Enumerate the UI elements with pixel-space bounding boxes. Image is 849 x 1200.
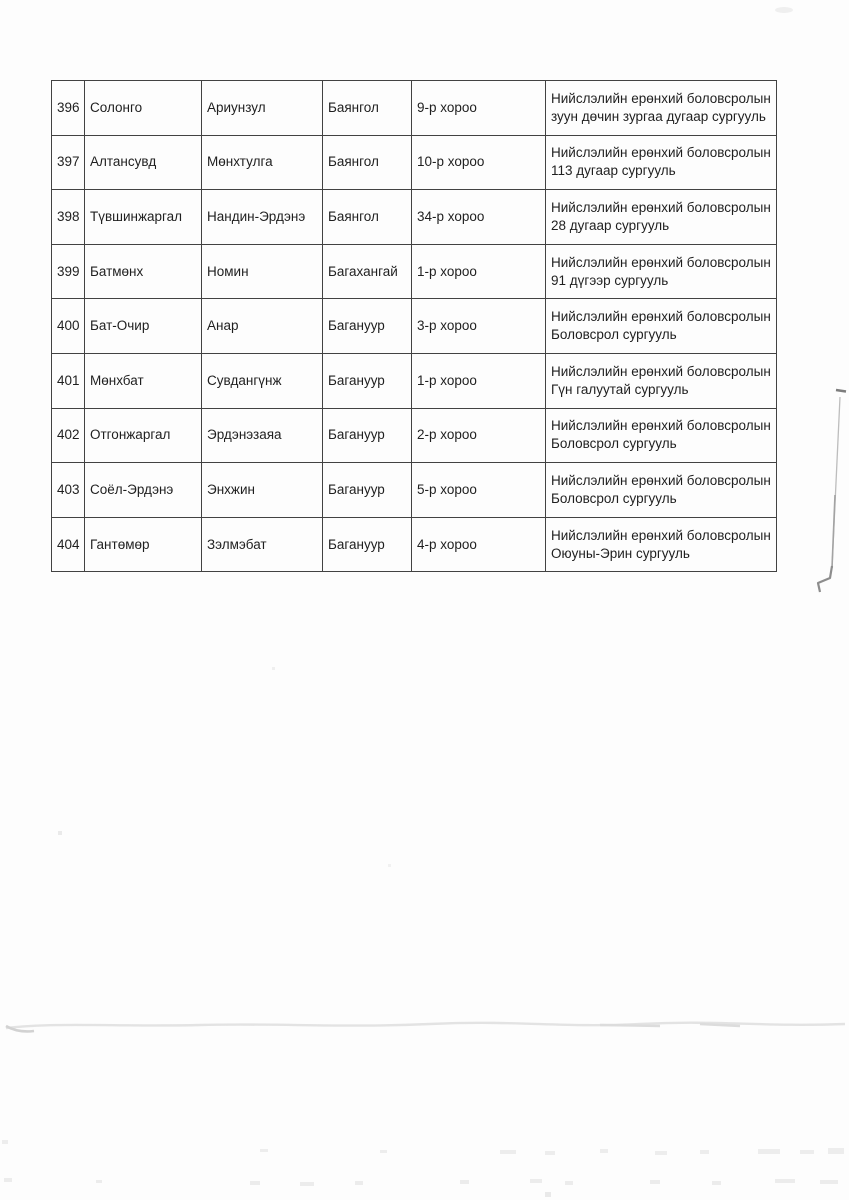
cell-given-name: Мөнхбат (85, 353, 202, 408)
cell-school: Нийслэлийн ерөнхий боловсролын Боловсрол сургууль (546, 463, 777, 518)
cell-given-name: Отгонжаргал (85, 408, 202, 463)
cell-given-name: Бат-Очир (85, 299, 202, 354)
cell-school: Нийслэлийн ерөнхий боловсролын Боловсрол сургууль (546, 408, 777, 463)
table-row (52, 299, 777, 354)
cell-surname: Зэлмэбат (202, 517, 323, 572)
cell-khoroo: 2-р хороо (412, 408, 546, 463)
cell-district: Багануур (323, 353, 412, 408)
table-row (52, 517, 777, 572)
cell-district: Багануур (323, 463, 412, 518)
table-row (52, 353, 777, 408)
cell-school: Нийслэлийн ерөнхий боловсролын Гүн галуутай сургууль (546, 353, 777, 408)
cell-school: Нийслэлийн ерөнхий боловсролын Боловсрол сургууль (546, 299, 777, 354)
cell-row-number: 402 (52, 408, 85, 463)
cell-row-number: 400 (52, 299, 85, 354)
cell-row-number: 398 (52, 190, 85, 245)
scan-speckle-band (4, 1178, 838, 1197)
cell-khoroo: 3-р хороо (412, 299, 546, 354)
cell-given-name: Гантөмөр (85, 517, 202, 572)
scan-speck (388, 864, 391, 867)
cell-khoroo: 1-р хороо (412, 353, 546, 408)
cell-school: Нийслэлийн ерөнхий боловсролын 113 дугаар сургууль (546, 135, 777, 190)
cell-row-number: 399 (52, 244, 85, 299)
cell-surname: Ариунзул (202, 81, 323, 136)
cell-district: Багануур (323, 299, 412, 354)
table-row (52, 135, 777, 190)
cell-school: Нийслэлийн ерөнхий боловсролын Оюуны-Эрин сургууль (546, 517, 777, 572)
cell-khoroo: 9-р хороо (412, 81, 546, 136)
cell-surname: Сувдангүнж (202, 353, 323, 408)
cell-given-name: Батмөнх (85, 244, 202, 299)
cell-row-number: 396 (52, 81, 85, 136)
cell-given-name: Түвшинжаргал (85, 190, 202, 245)
cell-district: Багануур (323, 408, 412, 463)
cell-district: Багануур (323, 517, 412, 572)
scan-pen-mark-line (832, 397, 840, 568)
table-row (52, 408, 777, 463)
cell-surname: Анар (202, 299, 323, 354)
scan-speck (272, 667, 275, 670)
cell-surname: Эрдэнэзаяа (202, 408, 323, 463)
table-row (52, 463, 777, 518)
cell-surname: Мөнхтулга (202, 135, 323, 190)
cell-school: Нийслэлийн ерөнхий боловсролын 91 дүгээр сургууль (546, 244, 777, 299)
scan-pen-mark-hook (818, 566, 832, 592)
cell-row-number: 403 (52, 463, 85, 518)
cell-given-name: Соёл-Эрдэнэ (85, 463, 202, 518)
scan-smudge (775, 7, 793, 13)
cell-khoroo: 4-р хороо (412, 517, 546, 572)
cell-khoroo: 5-р хороо (412, 463, 546, 518)
cell-row-number: 397 (52, 135, 85, 190)
student-school-table (51, 80, 777, 572)
cell-surname: Номин (202, 244, 323, 299)
cell-school: Нийслэлийн ерөнхий боловсролын зуун дөчин зургаа дугаар сургууль (546, 81, 777, 136)
cell-given-name: Алтансувд (85, 135, 202, 190)
cell-district: Баянгол (323, 135, 412, 190)
cell-khoroo: 34-р хороо (412, 190, 546, 245)
table-row (52, 190, 777, 245)
scan-speck (58, 831, 62, 835)
cell-given-name: Солонго (85, 81, 202, 136)
scan-fold-line (6, 1023, 845, 1028)
cell-district: Баянгол (323, 81, 412, 136)
cell-school: Нийслэлийн ерөнхий боловсролын 28 дугаар сургууль (546, 190, 777, 245)
cell-surname: Энхжин (202, 463, 323, 518)
cell-surname: Нандин-Эрдэнэ (202, 190, 323, 245)
table-body (52, 81, 777, 572)
scan-pen-mark-top (836, 390, 846, 392)
cell-khoroo: 10-р хороо (412, 135, 546, 190)
scan-speckle-band (2, 1140, 844, 1155)
cell-row-number: 401 (52, 353, 85, 408)
cell-district: Баянгол (323, 190, 412, 245)
cell-row-number: 404 (52, 517, 85, 572)
table-row (52, 81, 777, 136)
table-row (52, 244, 777, 299)
cell-khoroo: 1-р хороо (412, 244, 546, 299)
cell-district: Багахангай (323, 244, 412, 299)
